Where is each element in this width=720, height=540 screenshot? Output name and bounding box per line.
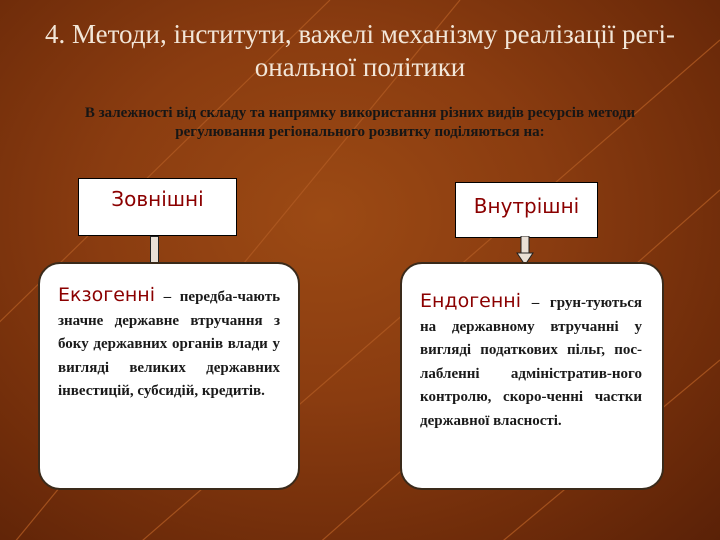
external-label: Зовнішні xyxy=(111,187,204,211)
endogenous-methods-box xyxy=(400,262,664,490)
internal-category-box xyxy=(455,182,598,238)
exogenous-description: – передба-чають значне державне втручання з боку державних органів влади у вигляді великих державних інвестицій, субсидій, кредитів. xyxy=(58,289,280,399)
endogenous-term: Ендогенні xyxy=(420,290,521,312)
endogenous-text xyxy=(420,290,642,433)
exogenous-methods-box xyxy=(38,262,300,490)
exogenous-term: Екзогенні xyxy=(58,284,156,306)
endogenous-description: – грун-туються на державному втручанні у вигляді податкових пільг, пос-лабленні адміністратив-ного контролю, скоро-ченні частки державної власності. xyxy=(420,295,642,429)
external-connector xyxy=(150,236,159,264)
slide-subtitle: В залежності від складу та напрямку використання різних видів ресурсів методи регулювання регіонального розвитку поділяються на: xyxy=(84,105,636,140)
internal-label: Внутрішні xyxy=(473,194,580,218)
external-category-box xyxy=(78,178,237,236)
exogenous-text xyxy=(58,284,280,404)
slide-title: 4. Методи, інститути, важелі механізму реалізації регі-ональної політики xyxy=(44,19,676,82)
